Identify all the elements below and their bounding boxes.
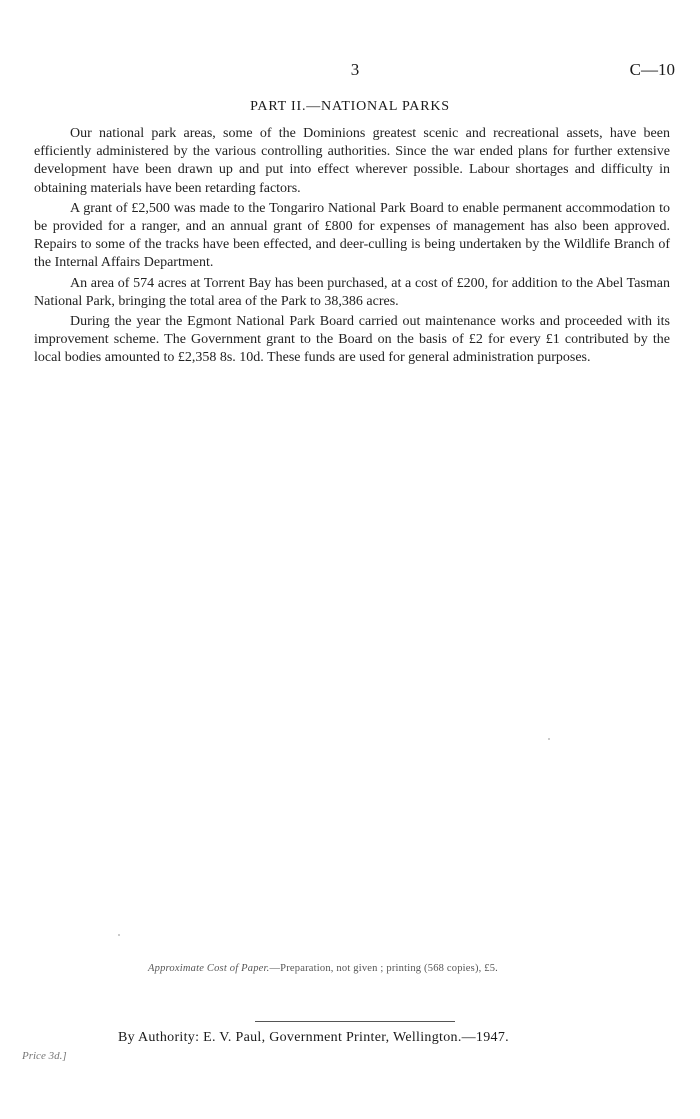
footer-rule [255, 1021, 455, 1022]
page-number: 3 [350, 60, 360, 79]
paragraph: Our national park areas, some of the Dominions greatest scenic and recreational assets, have been efficiently administered by the various controlling authorities. Since the war ended plans for further extensive development have been drawn up and put into effect wherever possible. Labour shortages and difficulty in obtaining materials have been retarding factors. [34, 126, 670, 196]
paragraph: An area of 574 acres at Torrent Bay has been purchased, at a cost of £200, for addition to the Abel Tasman National Park, bringing the total area of the Park to 38,386 acres. [34, 275, 670, 309]
printer-authority: By Authority: E. V. Paul, Government Printer, Wellington.—1947. [118, 1030, 509, 1045]
body-text [34, 125, 670, 368]
price-note: Price 3d.] [22, 1050, 67, 1062]
print-speck [548, 738, 550, 740]
print-speck [118, 934, 120, 936]
cost-note-label: Approximate Cost of Paper. [148, 963, 270, 974]
paragraph: A grant of £2,500 was made to the Tongariro National Park Board to enable permanent accommodation to be provided for a ranger, and an annual grant of £800 for expenses of management has also been approved. Repairs to some of the tracks have been effected, and deer-culling is being undertaken by the Wildlife Branch of the Internal Affairs Department. [34, 200, 670, 271]
paragraph: During the year the Egmont National Park Board carried out maintenance works and proceeded with its improvement scheme. The Government grant to the Board on the basis of £2 for every £1 contributed by the local bodies amounted to £2,358 8s. 10d. These funds are used for general administration purposes. [34, 314, 670, 366]
document-reference: C—10 [629, 60, 675, 79]
cost-note [148, 963, 668, 974]
section-heading: PART II.—NATIONAL PARKS [250, 99, 450, 114]
cost-note-text: —Preparation, not given ; printing (568 copies), £5. [269, 963, 499, 974]
